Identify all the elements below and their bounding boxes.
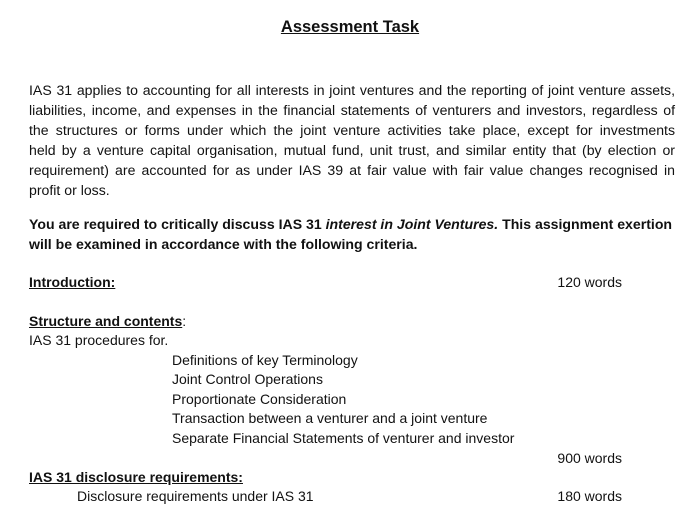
criteria-item: Proportionate Consideration xyxy=(172,391,347,407)
paragraph-line: requirement) are accounted for as under IAS 39 at fair value with fair value changes recognised in xyxy=(29,162,675,178)
introduction-label: Introduction: xyxy=(29,274,116,290)
disclosure-item: Disclosure requirements under IAS 31 xyxy=(77,488,314,504)
procedures-line: IAS 31 procedures for. xyxy=(29,332,169,348)
criteria-item: Transaction between a venturer and a joint venture xyxy=(172,410,488,426)
paragraph-line: profit or loss. xyxy=(29,182,110,198)
paragraph-line: the structures or forms under which the joint venture activities take place, except for investments xyxy=(29,122,675,138)
structure-word-count: 900 words xyxy=(557,450,622,466)
page-title: Assessment Task xyxy=(280,18,420,36)
instruction-line-1: You are required to critically discuss IAS 31 interest in Joint Ventures. This assignment exertion xyxy=(29,216,673,232)
paragraph-line: liabilities, income, and expenses in the financial statements of venturers and investors, regardless of xyxy=(29,102,675,118)
disclosure-label: IAS 31 disclosure requirements: xyxy=(29,469,243,485)
paragraph-line: IAS 31 applies to accounting for all interests in joint ventures and the reporting of joint venture assets, xyxy=(29,82,675,98)
paragraph-line: held by a venture capital organisation, mutual fund, unit trust, and similar entity that (by election or xyxy=(29,142,675,158)
disclosure-word-count: 180 words xyxy=(557,488,622,504)
instruction-line-2: will be examined in accordance with the following criteria. xyxy=(29,236,418,252)
criteria-item: Separate Financial Statements of venturer and investor xyxy=(172,430,515,446)
structure-heading: Structure and contents: xyxy=(29,313,187,329)
criteria-item: Joint Control Operations xyxy=(172,371,323,387)
criteria-item: Definitions of key Terminology xyxy=(172,352,358,368)
intro-paragraph xyxy=(29,80,675,200)
structure-label: Structure and contents xyxy=(29,313,183,329)
instruction-italic: interest in Joint Ventures. xyxy=(325,216,499,232)
introduction-word-count: 120 words xyxy=(557,274,622,290)
instruction-text xyxy=(29,214,675,254)
